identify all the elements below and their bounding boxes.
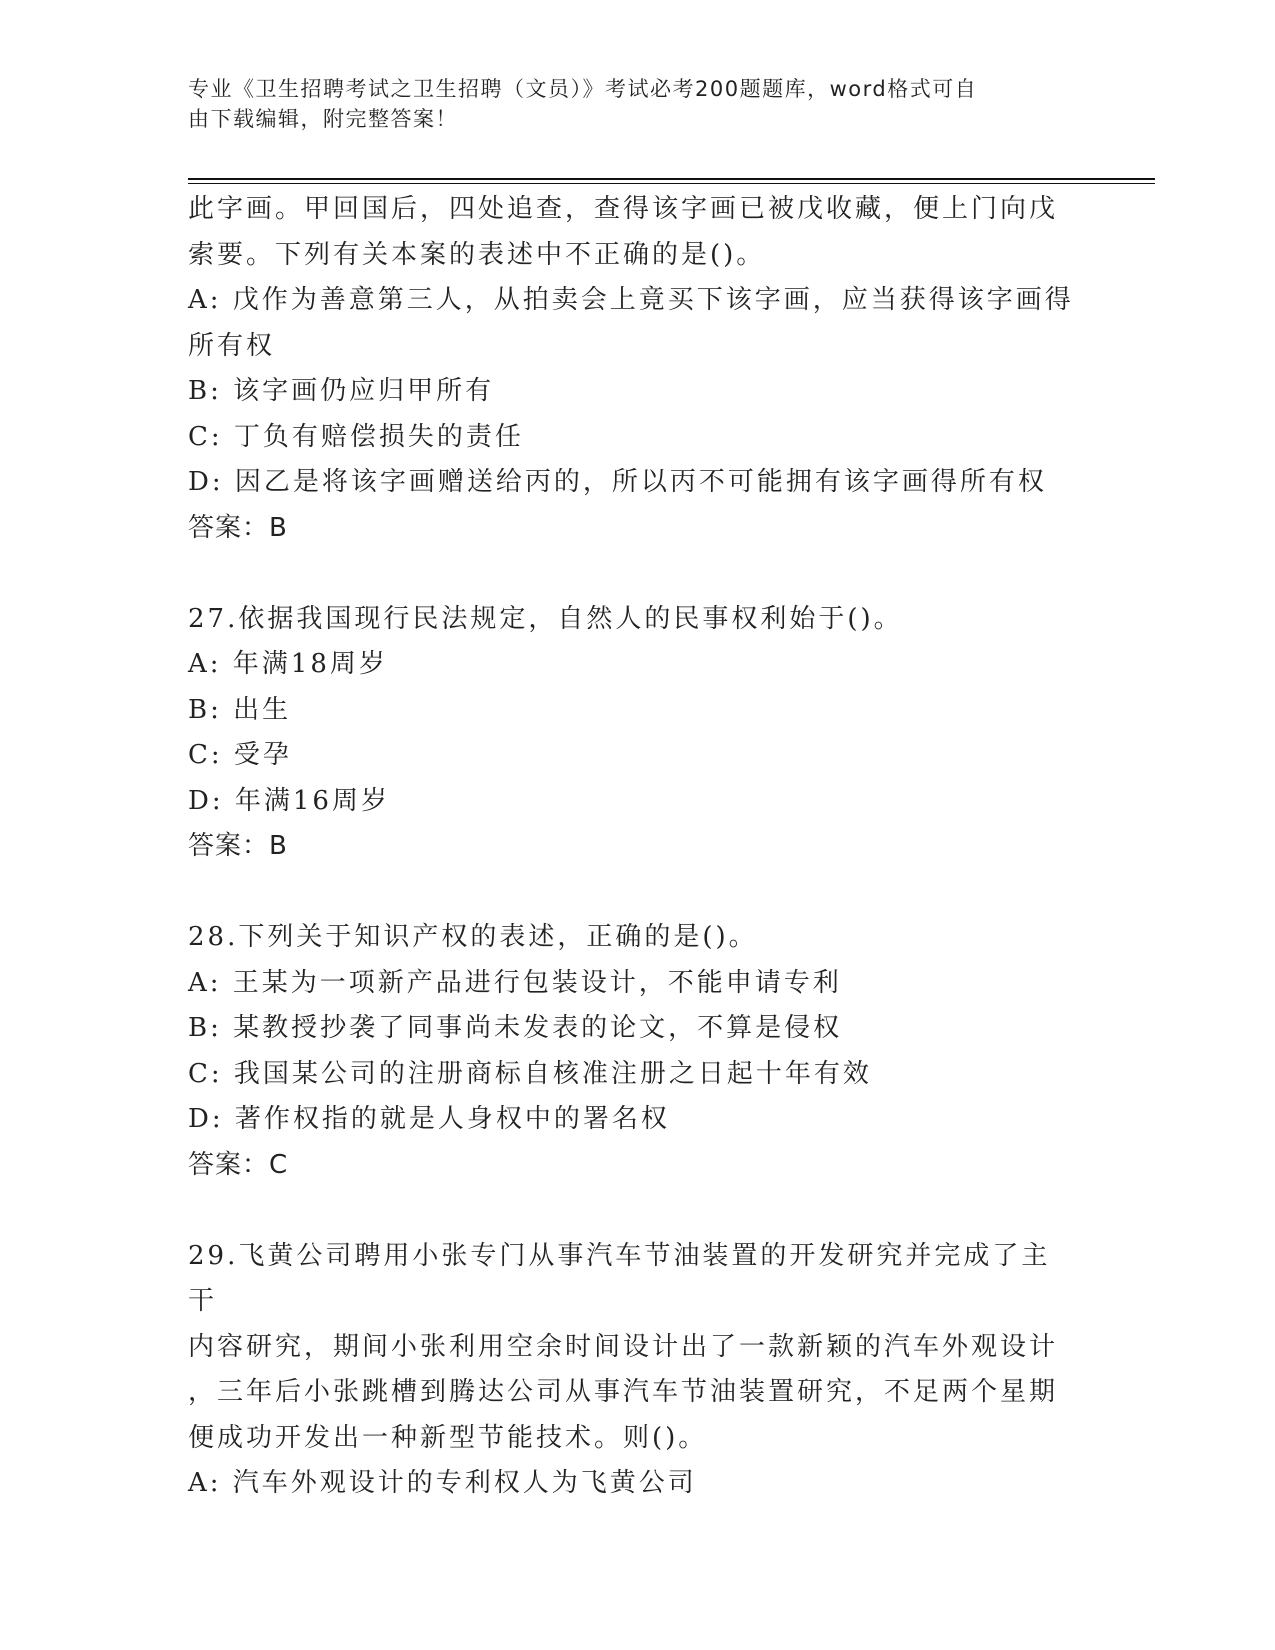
question-stem-line: ，三年后小张跳槽到腾达公司从事汽车节油装置研究，不足两个星期 — [188, 1377, 1059, 1407]
question-stem: 27.依据我国现行民法规定，自然人的民事权利始于()。 — [188, 603, 903, 634]
answer-line: 答案：B — [188, 831, 288, 861]
spacer — [188, 1188, 1078, 1234]
option-d: D: 年满16周岁 — [188, 785, 390, 816]
answer-line: 答案：C — [188, 1149, 289, 1180]
header-rule-thick — [188, 178, 1155, 180]
spacer — [188, 551, 1078, 597]
option-c: C: 我国某公司的注册商标自核准注册之日起十年有效 — [188, 1058, 872, 1089]
option-d: D: 著作权指的就是人身权中的署名权 — [188, 1104, 670, 1134]
option-a: A: 年满18周岁 — [188, 649, 388, 679]
option-a: A: 戊作为善意第三人，从拍卖会上竟买下该字画，应当获得该字画得 — [188, 285, 1074, 315]
question-29 — [188, 1234, 1078, 1507]
spacer — [188, 870, 1078, 916]
question-stem-line: 索要。下列有关本案的表述中不正确的是()。 — [188, 239, 766, 270]
option-b: B: 某教授抄袭了同事尚未发表的论文，不算是侵权 — [188, 1013, 843, 1043]
question-stem-line: 此字画。甲回国后，四处追查，查得该字画已被戊收藏，便上门向戊 — [188, 194, 1059, 224]
option-c: C: 丁负有赔偿损失的责任 — [188, 421, 524, 452]
option-b: B: 出生 — [188, 694, 292, 725]
question-28 — [188, 915, 1078, 1188]
header-rule-thin — [188, 183, 1155, 184]
option-a-continuation: 所有权 — [188, 330, 276, 361]
option-c: C: 受孕 — [188, 740, 292, 770]
question-stem-line: 内容研究，期间小张利用空余时间设计出了一款新颖的汽车外观设计 — [188, 1331, 1059, 1362]
option-d: D: 因乙是将该字画赠送给丙的，所以丙不可能拥有该字画得所有权 — [188, 467, 1047, 497]
option-b: B: 该字画仍应归甲所有 — [188, 376, 495, 406]
question-stem-line: 便成功开发出一种新型节能技术。则()。 — [188, 1422, 708, 1453]
option-a: A: 王某为一项新产品进行包装设计，不能申请专利 — [188, 967, 842, 998]
question-stem-line: 29.飞黄公司聘用小张专门从事汽车节油装置的开发研究并完成了主干 — [188, 1240, 1051, 1316]
document-header — [188, 74, 1068, 134]
option-a: A: 汽车外观设计的专利权人为飞黄公司 — [188, 1468, 697, 1498]
question-stem: 28.下列关于知识产权的表述，正确的是()。 — [188, 922, 758, 952]
question-content — [188, 187, 1078, 1507]
question-27 — [188, 597, 1078, 870]
header-line-1: 专业《卫生招聘考试之卫生招聘（文员）》考试必考200题题库，word格式可自 — [188, 77, 978, 101]
header-line-2: 由下载编辑，附完整答案！ — [188, 107, 458, 131]
answer-line: 答案：B — [188, 512, 288, 543]
question-26 — [188, 187, 1078, 551]
